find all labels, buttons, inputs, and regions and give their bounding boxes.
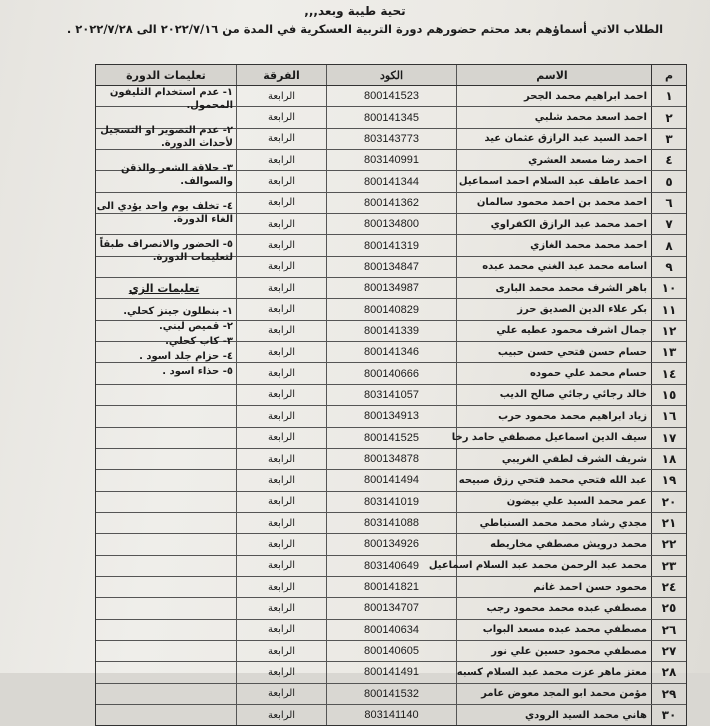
row-num: ٢٤ (651, 577, 686, 597)
row-code: 803141140 (326, 705, 456, 725)
row-num: ٢ (651, 107, 686, 127)
row-num: ٢٣ (651, 556, 686, 576)
row-num: ٢٢ (651, 534, 686, 554)
row-division: الرابعة (236, 406, 326, 426)
row-name: محمود حسن احمد غانم (456, 577, 651, 597)
row-num: ١٤ (651, 363, 686, 383)
row-name: احمد ابراهيم محمد الجحر (456, 86, 651, 106)
row-num: ١٧ (651, 428, 686, 448)
row-division: الرابعة (236, 214, 326, 234)
row-name: احمد محمد عبد الرازق الكفراوي (456, 214, 651, 234)
row-code: 800134913 (326, 406, 456, 426)
row-name: احمد عاطف عبد السلام احمد اسماعيل (456, 171, 651, 191)
header-code: الكود (326, 65, 456, 85)
table-row (96, 534, 686, 555)
row-code: 800141525 (326, 428, 456, 448)
row-code: 803140649 (326, 556, 456, 576)
row-name: مجدي رشاد محمد محمد السنباطي (456, 513, 651, 533)
row-num: ٣٠ (651, 705, 686, 725)
row-division: الرابعة (236, 684, 326, 704)
dress-item: ٥- حذاء اسود . (162, 366, 233, 377)
dress-item: ٤- حزام جلد اسود . (139, 351, 233, 362)
row-division: الرابعة (236, 492, 326, 512)
row-name: مصطفي محمود حسين علي نور (456, 641, 651, 661)
row-name: محمد عبد الرحمن محمد عبد السلام اسماعيل (456, 556, 651, 576)
table-row (96, 385, 686, 406)
table-row (96, 428, 686, 449)
row-name: مصطفي محمد عبده مسعد البواب (456, 620, 651, 640)
row-name: مصطفي عبده محمد محمود رجب (456, 598, 651, 618)
row-num: ١٥ (651, 385, 686, 405)
row-num: ٣ (651, 129, 686, 149)
header-num: م (651, 65, 686, 85)
row-code: 800141345 (326, 107, 456, 127)
row-num: ١٨ (651, 449, 686, 469)
table-row (96, 620, 686, 641)
row-division: الرابعة (236, 86, 326, 106)
row-num: ٢٩ (651, 684, 686, 704)
row-name: اسامه محمد عبد الغني محمد عبده (456, 257, 651, 277)
header-instructions: تعليمات الدورة (126, 68, 206, 82)
row-instructions-cell (96, 684, 236, 704)
course-instructions (95, 86, 233, 264)
table-row (96, 556, 686, 577)
row-division: الرابعة (236, 235, 326, 255)
row-instructions-cell (96, 406, 236, 426)
row-num: ٢٨ (651, 662, 686, 682)
table-row (96, 492, 686, 513)
row-code: 800141344 (326, 171, 456, 191)
instruction-item: ٢- عدم التصوير او التسجيل لأحداث الدورة. (100, 125, 233, 149)
row-code: 800141319 (326, 235, 456, 255)
row-code: 803140991 (326, 150, 456, 170)
row-division: الرابعة (236, 107, 326, 127)
row-code: 800140605 (326, 641, 456, 661)
row-code: 800140634 (326, 620, 456, 640)
row-name: سيف الدين اسماعيل مصطفي حامد رخا (456, 428, 651, 448)
row-division: الرابعة (236, 129, 326, 149)
row-division: الرابعة (236, 385, 326, 405)
table-header (96, 65, 686, 86)
dress-item: ١- بنطلون جينز كحلي. (123, 306, 233, 317)
row-code: 800134847 (326, 257, 456, 277)
row-instructions-cell (96, 556, 236, 576)
row-division: الرابعة (236, 470, 326, 490)
row-division: الرابعة (236, 278, 326, 298)
row-division: الرابعة (236, 513, 326, 533)
row-instructions-cell (96, 577, 236, 597)
row-num: ١٩ (651, 470, 686, 490)
row-division: الرابعة (236, 556, 326, 576)
row-name: احمد السيد عبد الرازق عثمان عيد (456, 129, 651, 149)
row-division: الرابعة (236, 662, 326, 682)
row-division: الرابعة (236, 321, 326, 341)
row-code: 800141494 (326, 470, 456, 490)
intro-text: الطلاب الاتي أسماؤهم بعد محتم حضورهم دورة التربية العسكرية في المدة من ٢٠٢٢/٧/١٦ الى ٢٠٢٢/٧/٢٨ . (66, 22, 664, 36)
instruction-item: ٣- حلاقة الشعر والذقن والسوالف. (120, 163, 233, 187)
row-instructions-cell (96, 620, 236, 640)
row-division: الرابعة (236, 299, 326, 319)
table-row (96, 470, 686, 491)
dress-instructions (95, 305, 233, 378)
table-row (96, 705, 686, 725)
row-name: عمر محمد السيد علي بيضون (456, 492, 651, 512)
row-num: ٨ (651, 235, 686, 255)
row-num: ١٠ (651, 278, 686, 298)
row-code: 800140829 (326, 299, 456, 319)
row-code: 800141821 (326, 577, 456, 597)
row-num: ٧ (651, 214, 686, 234)
row-code: 800141532 (326, 684, 456, 704)
row-instructions-cell (96, 662, 236, 682)
row-division: الرابعة (236, 577, 326, 597)
row-division: الرابعة (236, 342, 326, 362)
row-name: حسام محمد علي حموده (456, 363, 651, 383)
row-instructions-cell (96, 470, 236, 490)
row-num: ١٦ (651, 406, 686, 426)
row-name: احمد محمد بن احمد محمود سالمان (456, 193, 651, 213)
row-code: 800140666 (326, 363, 456, 383)
row-division: الرابعة (236, 257, 326, 277)
row-instructions-cell (96, 598, 236, 618)
row-division: الرابعة (236, 641, 326, 661)
row-num: ٢١ (651, 513, 686, 533)
row-num: ٥ (651, 171, 686, 191)
greeting: تحية طيبة وبعد,,, (304, 4, 406, 18)
row-name: باهر الشرف محمد محمد البارى (456, 278, 651, 298)
row-code: 803143773 (326, 129, 456, 149)
row-code: 800141346 (326, 342, 456, 362)
row-name: احمد محمد محمد الغازي (456, 235, 651, 255)
row-num: ٢٦ (651, 620, 686, 640)
row-division: الرابعة (236, 598, 326, 618)
row-name: معتز ماهر عزت محمد عبد السلام كسبه (456, 662, 651, 682)
row-instructions-cell (96, 428, 236, 448)
table-row (96, 662, 686, 683)
dress-title: تعليمات الزي (128, 282, 200, 295)
row-division: الرابعة (236, 150, 326, 170)
row-instructions-cell (96, 385, 236, 405)
row-division: الرابعة (236, 534, 326, 554)
row-code: 800134926 (326, 534, 456, 554)
row-num: ٦ (651, 193, 686, 213)
row-instructions-cell (96, 705, 236, 725)
row-division: الرابعة (236, 620, 326, 640)
row-division: الرابعة (236, 171, 326, 191)
instructions-panel (95, 86, 237, 380)
row-name: بكر علاء الدين الصديق حرز (456, 299, 651, 319)
row-num: ٤ (651, 150, 686, 170)
row-name: احمد رضا مسعد العشري (456, 150, 651, 170)
table-row (96, 598, 686, 619)
dress-item: ٣- كاب كحلي. (165, 336, 233, 347)
row-name: زياد ابراهيم محمد محمود حرب (456, 406, 651, 426)
instruction-item: ٥- الحضور والانصراف طبقاً لتعليمات الدورة. (99, 239, 233, 263)
table-row (96, 513, 686, 534)
row-name: محمد درويش مصطفي مخاريطه (456, 534, 651, 554)
row-name: مؤمن محمد ابو المجد معوض عامر (456, 684, 651, 704)
row-num: ١ (651, 86, 686, 106)
row-division: الرابعة (236, 363, 326, 383)
table-row (96, 406, 686, 427)
instruction-item: ٤- تخلف يوم واحد يؤدي الى الغاء الدورة. (96, 201, 233, 225)
row-num: ٢٥ (651, 598, 686, 618)
row-division: الرابعة (236, 705, 326, 725)
row-code: 800134800 (326, 214, 456, 234)
row-name: حسام حسن فتحي حسن حبيب (456, 342, 651, 362)
row-code: 800134987 (326, 278, 456, 298)
row-num: ١١ (651, 299, 686, 319)
row-name: احمد اسعد محمد شلبي (456, 107, 651, 127)
table-row (96, 577, 686, 598)
row-num: ٩ (651, 257, 686, 277)
instruction-item: ١- عدم استخدام التليفون المحمول. (109, 87, 233, 111)
row-code: 803141019 (326, 492, 456, 512)
row-instructions-cell (96, 534, 236, 554)
row-name: شريف الشرف لطفي الغريبي (456, 449, 651, 469)
row-num: ١٢ (651, 321, 686, 341)
dress-item: ٢- قميص لبني. (158, 321, 233, 332)
header-division: الفرقة (236, 65, 326, 85)
row-num: ٢٧ (651, 641, 686, 661)
row-code: 803141088 (326, 513, 456, 533)
row-division: الرابعة (236, 449, 326, 469)
row-name: جمال اشرف محمود عطيه علي (456, 321, 651, 341)
row-code: 800141362 (326, 193, 456, 213)
row-name: هاني محمد السيد الرودي (456, 705, 651, 725)
table-row (96, 449, 686, 470)
header-name: الاسم (456, 65, 651, 85)
row-instructions-cell (96, 513, 236, 533)
row-code: 800134707 (326, 598, 456, 618)
row-division: الرابعة (236, 428, 326, 448)
row-instructions-cell (96, 641, 236, 661)
table-row (96, 641, 686, 662)
row-code: 803141057 (326, 385, 456, 405)
row-num: ٢٠ (651, 492, 686, 512)
row-instructions-cell (96, 492, 236, 512)
row-division: الرابعة (236, 193, 326, 213)
row-num: ١٣ (651, 342, 686, 362)
row-code: 800141339 (326, 321, 456, 341)
row-code: 800134878 (326, 449, 456, 469)
table-row (96, 684, 686, 705)
row-code: 800141523 (326, 86, 456, 106)
row-code: 800141491 (326, 662, 456, 682)
row-name: خالد رجائي رجائي صالح الديب (456, 385, 651, 405)
row-name: عبد الله فتحي محمد فتحي رزق صبيحه (456, 470, 651, 490)
row-instructions-cell (96, 449, 236, 469)
